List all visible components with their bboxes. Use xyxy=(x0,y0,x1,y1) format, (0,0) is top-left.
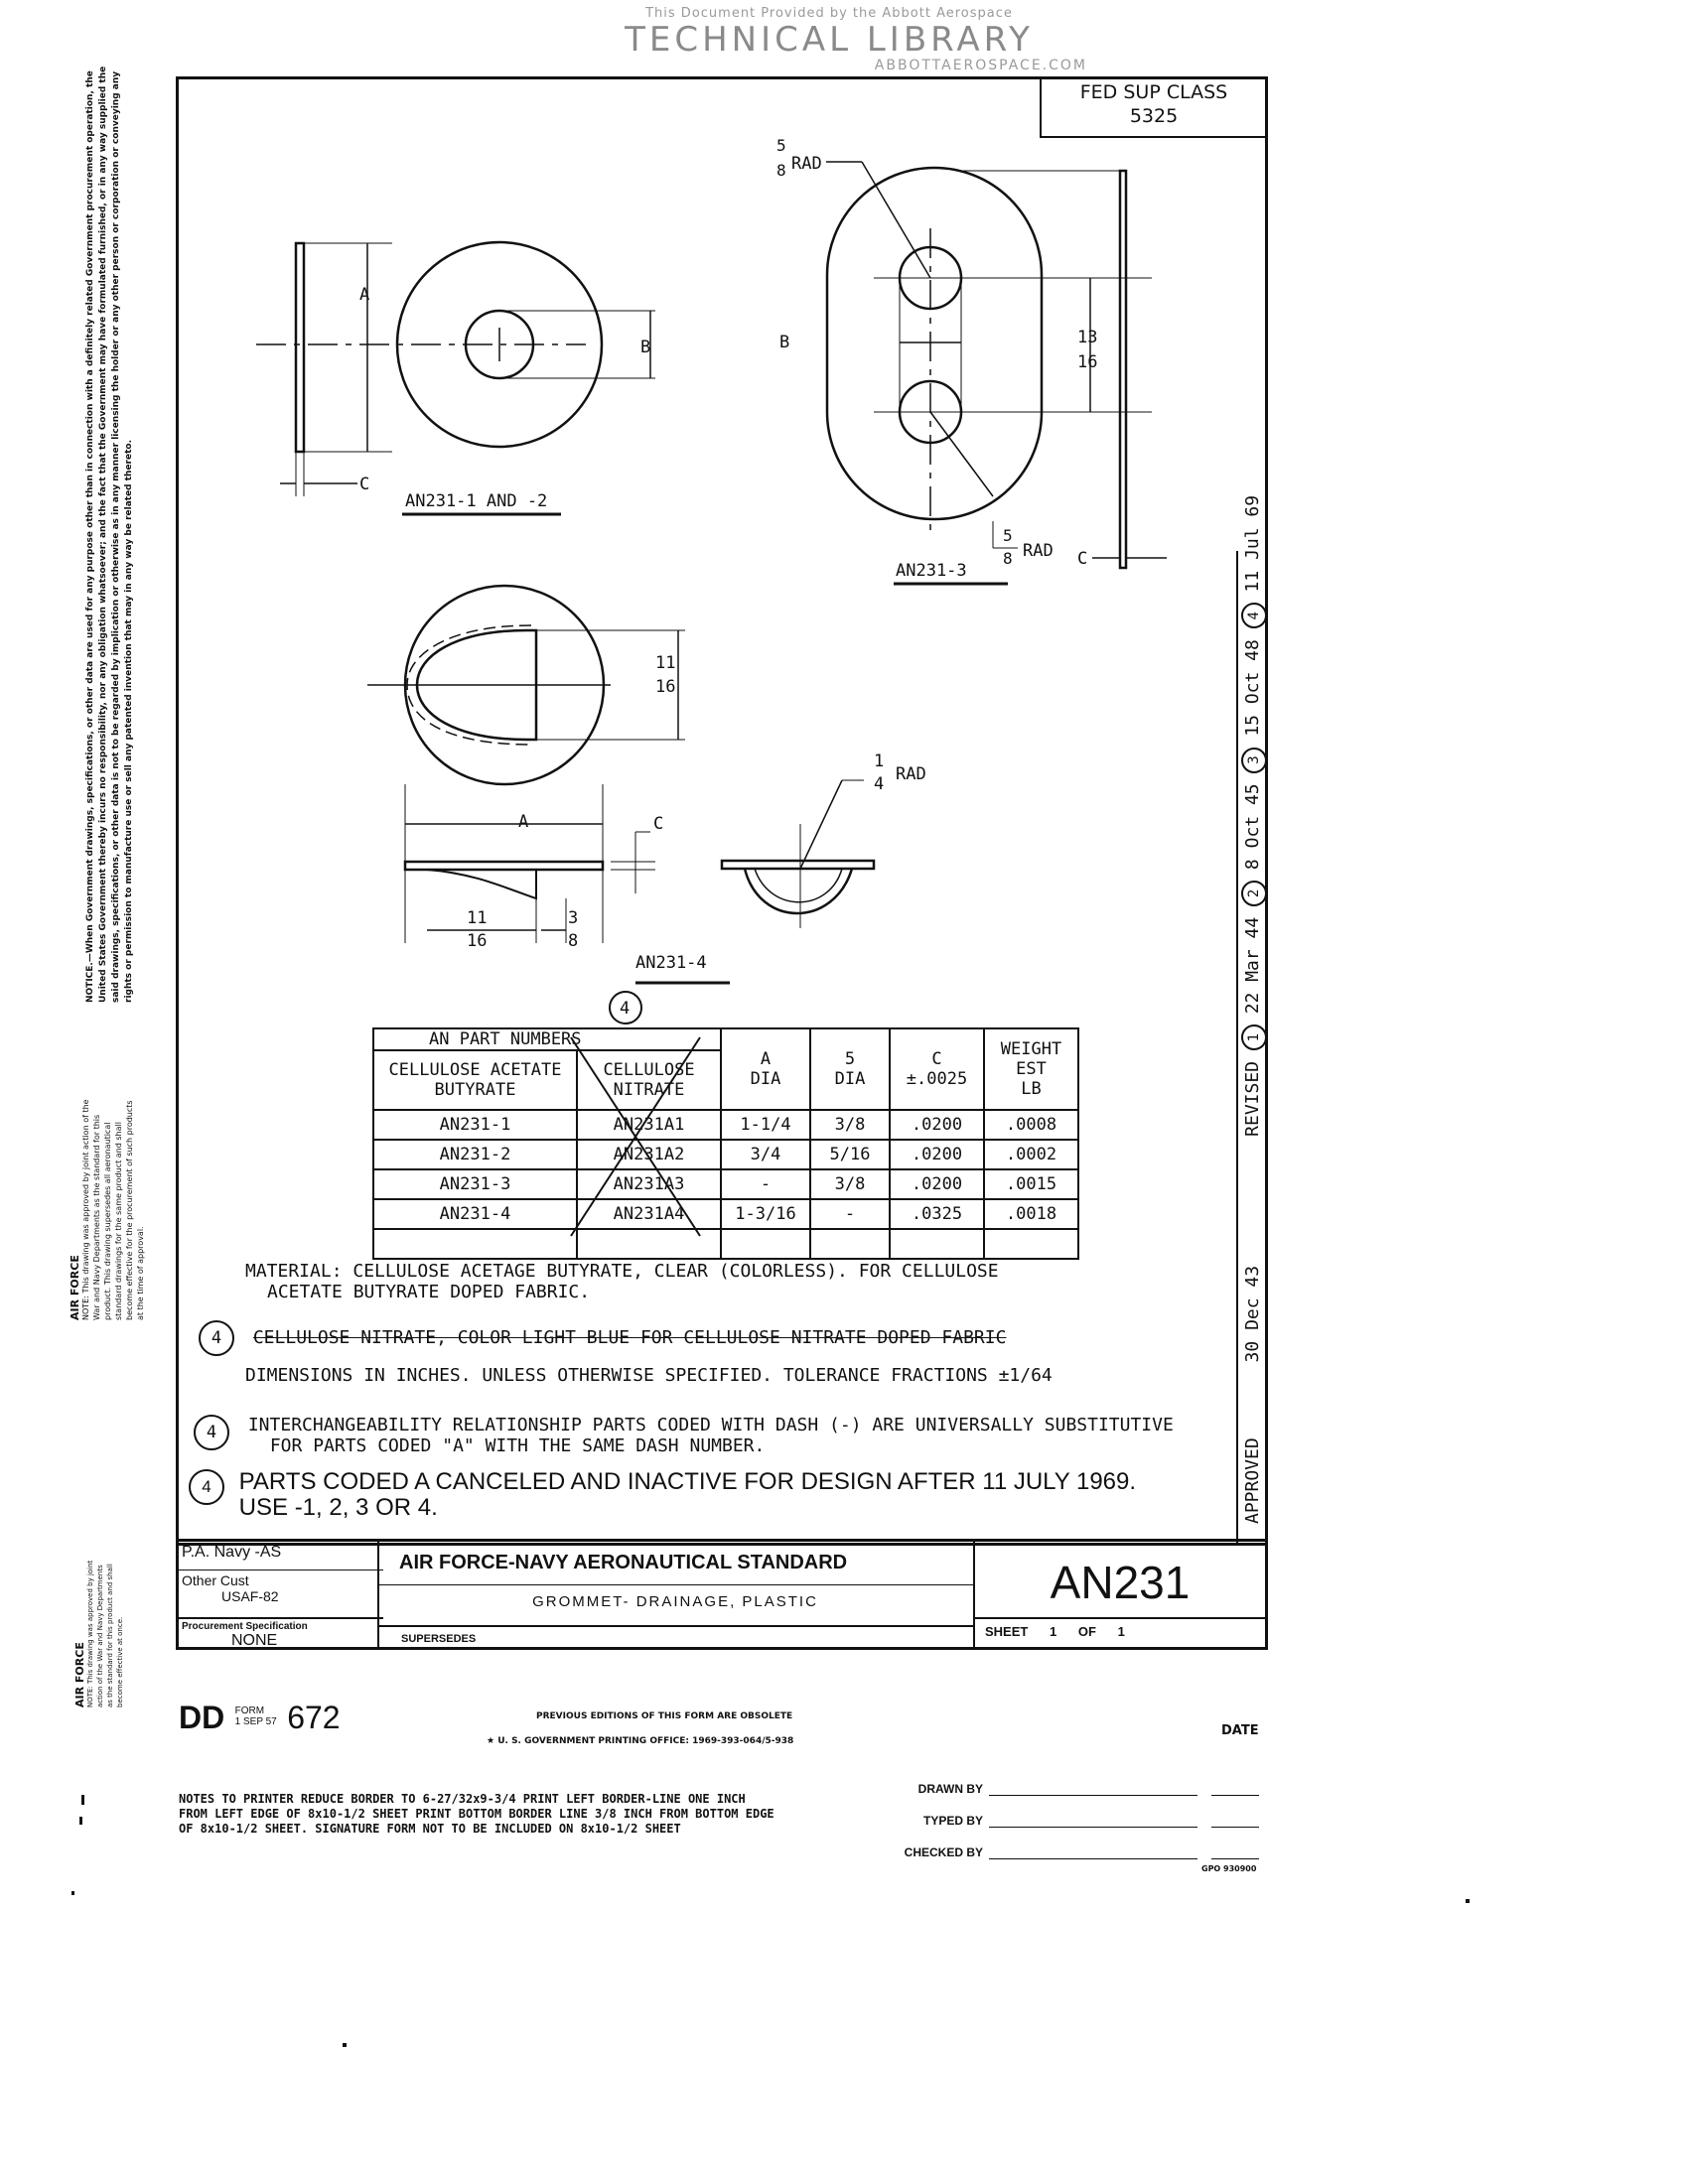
pa-label: P.A. Navy -AS xyxy=(182,1544,282,1561)
standard-title: AIR FORCE-NAVY AERONAUTICAL STANDARD xyxy=(377,1542,973,1585)
approved-label: APPROVED xyxy=(1242,1437,1263,1524)
document-number: AN231 xyxy=(1050,1557,1191,1608)
row5-a xyxy=(721,1229,810,1259)
row2-a: 3/4 xyxy=(721,1140,810,1169)
sheet-of: OF xyxy=(1077,1624,1096,1639)
fig2-frac-13: 13 xyxy=(1077,328,1098,347)
table-row xyxy=(373,1199,1078,1229)
row3-a: - xyxy=(721,1169,810,1199)
fig2-dim-c: C xyxy=(1077,549,1088,569)
revised-label: REVISED xyxy=(1242,1060,1263,1137)
revision-4-date: 11 Jul 69 xyxy=(1242,494,1263,593)
scan-speck xyxy=(79,1817,82,1825)
drawn-by-row xyxy=(854,1764,1271,1796)
previous-editions-note: PREVIOUS EDITIONS OF THIS FORM ARE OBSOLETE xyxy=(536,1711,793,1721)
canceled-line1: PARTS CODED A CANCELED AND INACTIVE FOR DESIGN AFTER 11 JULY 1969. xyxy=(238,1468,1137,1495)
library-header-url: ABBOTTAEROSPACE.COM xyxy=(874,58,1087,73)
fig3-frac-8: 8 xyxy=(568,931,579,951)
sheet-block xyxy=(975,1617,1265,1644)
row5-w xyxy=(984,1229,1078,1259)
row3-cn: AN231A3 xyxy=(577,1169,721,1199)
fig3-frac-16: 16 xyxy=(655,677,676,697)
material-line1: MATERIAL: CELLULOSE ACETAGE BUTYRATE, CLEAR (COLORLESS). FOR CELLULOSE xyxy=(245,1261,999,1282)
title-block xyxy=(176,1539,1268,1650)
col-weight-header xyxy=(984,1028,1078,1110)
interchange-line1: INTERCHANGEABILITY RELATIONSHIP PARTS CODED WITH DASH (-) ARE UNIVERSALLY SUBSTITUTIVE xyxy=(247,1415,1174,1435)
fig-an231-4-drawing xyxy=(367,586,874,1024)
fig3-rad-denominator: 4 xyxy=(874,774,885,794)
fig3-rad-label: RAD xyxy=(896,764,926,784)
typed-by-field[interactable] xyxy=(989,1815,1197,1828)
row2-cab: AN231-2 xyxy=(373,1140,577,1169)
form-label: FORM xyxy=(234,1706,265,1716)
material-line2: ACETATE BUTYRATE DOPED FABRIC. xyxy=(267,1282,591,1302)
date-label: DATE xyxy=(1221,1723,1259,1738)
fig2-rad-label-bottom: RAD xyxy=(1023,541,1054,561)
row5-c xyxy=(890,1229,984,1259)
parts-table-group-header: AN PART NUMBERS xyxy=(373,1028,721,1050)
row4-w: .0018 xyxy=(984,1199,1078,1229)
other-cust-value: USAF-82 xyxy=(221,1588,279,1604)
row4-a: 1-3/16 xyxy=(721,1199,810,1229)
fig1-caption: AN231-1 AND -2 xyxy=(405,491,548,511)
canceled-line2: USE -1, 2, 3 OR 4. xyxy=(238,1494,438,1521)
scan-speck xyxy=(1466,1899,1470,1903)
row2-w: .0002 xyxy=(984,1140,1078,1169)
fig3-caption: AN231-4 xyxy=(635,953,707,973)
gpo-note-text: U. S. GOVERNMENT PRINTING OFFICE: 1969-393-064/5-938 xyxy=(497,1736,794,1746)
col-weight-sub2: LB xyxy=(1021,1079,1042,1099)
form-date: 1 SEP 57 xyxy=(234,1716,277,1727)
form-number: 672 xyxy=(287,1700,341,1735)
fig2-rad-denominator: 8 xyxy=(776,161,786,180)
col-c-header xyxy=(890,1028,984,1110)
checked-by-row xyxy=(854,1828,1271,1859)
nitrate-column-cancel-mark xyxy=(566,1032,705,1241)
row1-w: .0008 xyxy=(984,1110,1078,1140)
fig3-rad-numerator: 1 xyxy=(874,751,885,771)
interchange-line2: FOR PARTS CODED "A" WITH THE SAME DASH NUMBER. xyxy=(269,1435,766,1456)
col-cn-header: CELLULOSE NITRATE xyxy=(577,1050,721,1110)
checked-by-date-field[interactable] xyxy=(1211,1846,1259,1859)
table-row xyxy=(373,1229,1078,1259)
fig3-dim-c: C xyxy=(653,814,664,834)
row1-a: 1-1/4 xyxy=(721,1110,810,1140)
dd-label: DD xyxy=(179,1700,225,1735)
sheet-number: 1 xyxy=(1050,1624,1057,1639)
fig2-rad-numerator: 5 xyxy=(776,136,786,155)
drawn-by-date-field[interactable] xyxy=(1211,1783,1259,1796)
library-header-line1: This Document Provided by the Abbott Aerospace xyxy=(645,6,1013,21)
proc-spec-value: NONE xyxy=(231,1632,278,1649)
revision-4-marker: 4 xyxy=(1241,603,1267,628)
row3-b: 3/8 xyxy=(810,1169,890,1199)
col-a-header xyxy=(721,1028,810,1110)
fig-an231-1-drawing xyxy=(256,242,655,514)
row3-cab: AN231-3 xyxy=(373,1169,577,1199)
fed-sup-class-value: 5325 xyxy=(1129,105,1179,127)
fig2-rad2-numerator: 5 xyxy=(1003,526,1013,545)
other-cust-label: Other Cust xyxy=(182,1572,249,1588)
supersedes-label: SUPERSEDES xyxy=(401,1633,477,1645)
drawn-by-label: DRAWN BY xyxy=(917,1782,983,1796)
proc-spec-label: Procurement Specification xyxy=(182,1621,308,1632)
revision-marker-struck: 4 xyxy=(199,1320,234,1356)
col-weight-label: WEIGHT xyxy=(1000,1039,1062,1059)
sheet-total: 1 xyxy=(1117,1624,1125,1639)
fig1-dim-c: C xyxy=(359,475,370,494)
revision-1-date: 22 Mar 44 xyxy=(1242,916,1263,1015)
gpo-note: ★ U. S. GOVERNMENT PRINTING OFFICE: 1969-393-064/5-938 xyxy=(487,1736,794,1746)
printer-notes: NOTES TO PRINTER REDUCE BORDER TO 6-27/32x9-3/4 PRINT LEFT BORDER-LINE ONE INCH FROM LEFT EDGE OF 8x10-1/2 SHEET PRINT BOTTOM BORDER LINE 3/8 INCH FROM BOTTOM EDGE OF 8x10-1/2 SHEET. SIGNATURE FORM NOT TO BE INCLUDED ON 8x10-1/2 SHEET xyxy=(179,1792,774,1836)
row1-cn: AN231A1 xyxy=(577,1110,721,1140)
airforce-note2-text: NOTE: This drawing was approved by joint action of the War and Navy Departments as the standard for this product and shall become effective at once. xyxy=(86,1560,124,1707)
title-block-center xyxy=(377,1542,973,1647)
fig1-dim-b: B xyxy=(640,338,651,357)
fig3-frac-11-bottom: 11 xyxy=(467,908,488,928)
revision-marker-interchange: 4 xyxy=(194,1415,229,1450)
fed-sup-class-label: FED SUP CLASS xyxy=(1079,81,1228,103)
col-c-sub: ±.0025 xyxy=(906,1069,968,1089)
scan-speck xyxy=(81,1795,84,1805)
fig3-rev-marker: 4 xyxy=(620,999,631,1019)
col-a-sub: DIA xyxy=(750,1069,781,1089)
scan-speck xyxy=(71,1891,74,1895)
col-b-sub: DIA xyxy=(834,1069,866,1089)
col-c-label: C xyxy=(931,1049,942,1069)
title-block-left xyxy=(179,1542,379,1647)
airforce-note-text: NOTE: This drawing was approved by joint action of the War and Navy Departments as the standard for this product. This drawing supersedes all aeronautical standard drawings for the same product and shall become effective for the procurement of such products at the time of approval. xyxy=(81,1099,145,1320)
fig2-caption: AN231-3 xyxy=(896,561,967,581)
approved-date: 30 Dec 43 xyxy=(1242,1265,1263,1363)
dimensions-note: DIMENSIONS IN INCHES. UNLESS OTHERWISE SPECIFIED. TOLERANCE FRACTIONS ±1/64 xyxy=(245,1365,1053,1386)
col-b-label: 5 xyxy=(844,1049,856,1069)
row2-c: .0200 xyxy=(890,1140,984,1169)
signature-block xyxy=(854,1764,1271,1859)
struck-note xyxy=(199,1320,1192,1356)
material-note xyxy=(245,1261,1238,1302)
fig2-dim-b: B xyxy=(779,333,790,352)
dd-form xyxy=(179,1700,341,1736)
row3-w: .0015 xyxy=(984,1169,1078,1199)
item-title: GROMMET- DRAINAGE, PLASTIC xyxy=(377,1585,973,1627)
government-notice-text: NOTICE.—When Government drawings, specifications, or other data are used for any purpose other than in connection with a definitely related Government procurement operation, the United States Government thereby incurs no responsibility, nor any obligation whatsoever; and the fact that the Government may have formulated furnished, or in any way supplied the said drawings, specifications, or other data is not to be regarded by implication or otherwise as in any manner licensing the holder or any other person or corporation or conveying any rights or permission to manufacture use or sell any patented invention that may in any way be related thereto. xyxy=(85,66,134,1003)
canceled-note xyxy=(189,1469,1241,1521)
checked-by-label: CHECKED BY xyxy=(904,1845,983,1859)
table-row xyxy=(373,1169,1078,1199)
parts-table xyxy=(372,1027,1079,1260)
other-cust-block xyxy=(179,1570,383,1606)
col-a-label: A xyxy=(760,1049,772,1069)
col-b-header xyxy=(810,1028,890,1110)
airforce-note2-title: AIR FORCE xyxy=(73,1642,86,1707)
typed-by-label: TYPED BY xyxy=(922,1814,983,1828)
row5-b xyxy=(810,1229,890,1259)
scan-speck xyxy=(343,2043,347,2047)
sheet-label: SHEET xyxy=(985,1624,1029,1639)
struck-note-text: CELLULOSE NITRATE, COLOR LIGHT BLUE FOR CELLULOSE NITRATE DOPED FABRIC xyxy=(252,1327,1007,1348)
row4-cab: AN231-4 xyxy=(373,1199,577,1229)
row4-c: .0325 xyxy=(890,1199,984,1229)
fig3-frac-3: 3 xyxy=(568,908,579,928)
fig-an231-3-drawing xyxy=(826,162,1167,584)
library-header-title: TECHNICAL LIBRARY xyxy=(625,20,1034,60)
fig2-frac-16: 16 xyxy=(1077,352,1098,372)
fig1-dim-a: A xyxy=(359,285,370,305)
revision-2-marker: 2 xyxy=(1241,881,1267,906)
row3-c: .0200 xyxy=(890,1169,984,1199)
typed-by-row xyxy=(854,1796,1271,1828)
typed-by-date-field[interactable] xyxy=(1211,1815,1259,1828)
fig3-frac-11: 11 xyxy=(655,653,676,673)
revision-2-date: 8 Oct 45 xyxy=(1242,783,1263,871)
drawn-by-field[interactable] xyxy=(989,1783,1197,1796)
revision-1-marker: 1 xyxy=(1241,1024,1267,1050)
revision-3-date: 15 Oct 48 xyxy=(1242,639,1263,737)
proc-spec-block xyxy=(179,1617,383,1652)
row1-c: .0200 xyxy=(890,1110,984,1140)
table-row xyxy=(373,1110,1078,1140)
fig3-dim-a: A xyxy=(518,812,529,832)
checked-by-field[interactable] xyxy=(989,1846,1197,1859)
row5-cab xyxy=(373,1229,577,1259)
row4-b: - xyxy=(810,1199,890,1229)
row4-cn: AN231A4 xyxy=(577,1199,721,1229)
row1-b: 3/8 xyxy=(810,1110,890,1140)
revision-marker-canceled: 4 xyxy=(189,1469,224,1505)
row2-b: 5/16 xyxy=(810,1140,890,1169)
fig2-rad2-denominator: 8 xyxy=(1003,549,1013,568)
row2-cn: AN231A2 xyxy=(577,1140,721,1169)
col-weight-sub1: EST xyxy=(1016,1059,1047,1079)
revision-3-marker: 3 xyxy=(1241,748,1267,773)
fig3-frac-16-bottom: 16 xyxy=(467,931,488,951)
interchange-note xyxy=(194,1415,1236,1456)
table-row xyxy=(373,1140,1078,1169)
row1-cab: AN231-1 xyxy=(373,1110,577,1140)
fig2-rad-label-top: RAD xyxy=(791,154,822,174)
airforce-note-title: AIR FORCE xyxy=(69,1255,81,1320)
col-cab-header: CELLULOSE ACETATE BUTYRATE xyxy=(373,1050,577,1110)
gpo-code: GPO 930900 xyxy=(1201,1864,1257,1873)
